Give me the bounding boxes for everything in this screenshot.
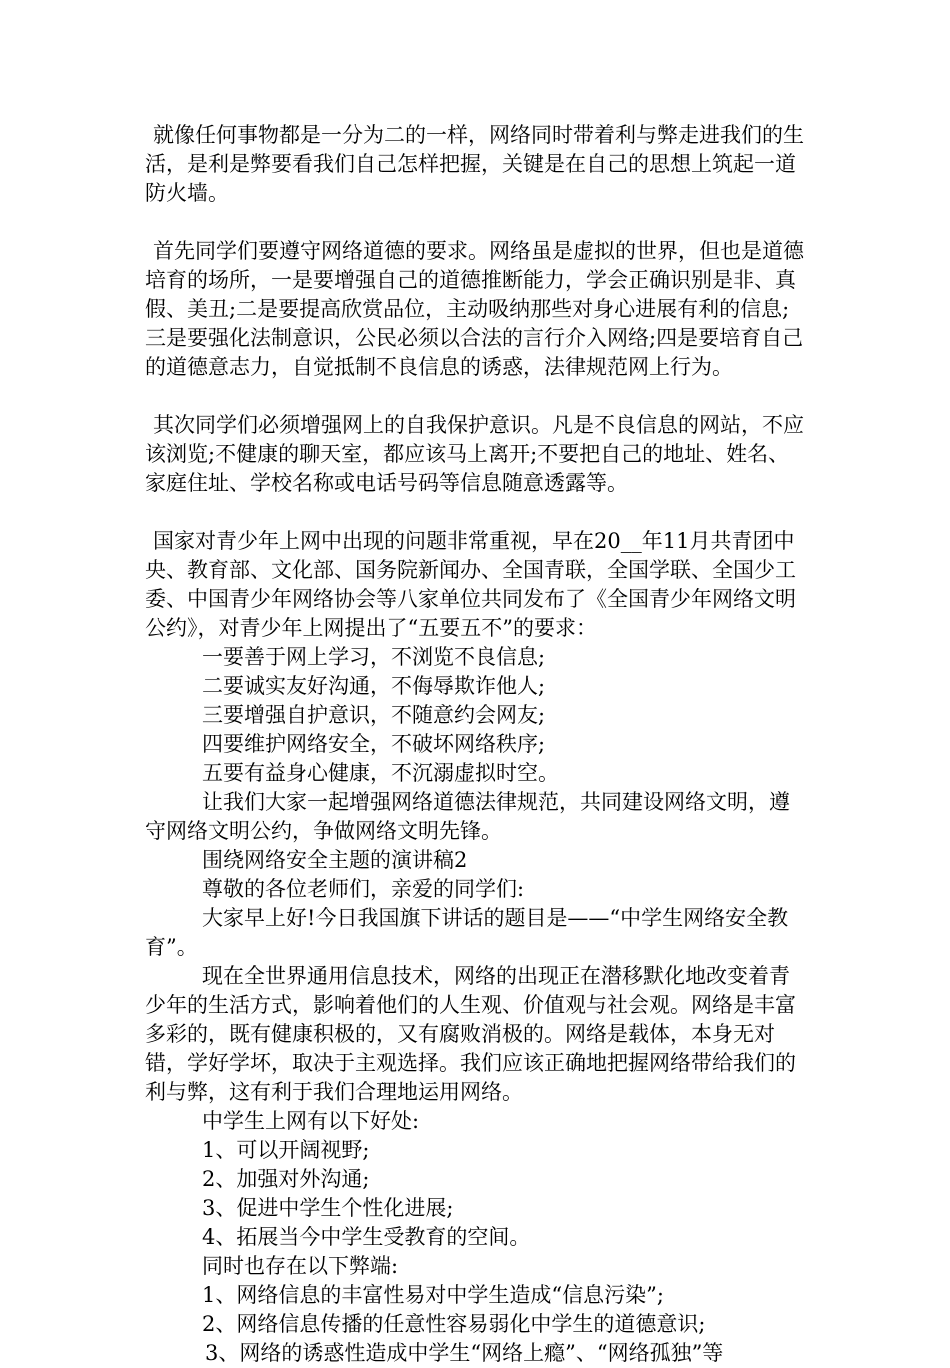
benefit-item: 2、加强对外沟通; xyxy=(202,1167,370,1191)
pledge-item: 三要增强自护意识，不随意约会网友; xyxy=(202,703,546,727)
paragraph-intro-pros-cons: 就像任何事物都是一分为二的一样，网络同时带着利与弊走进我们的生活，是利是弊要看我们自己怎样把握，关键是在自己的思想上筑起一道防火墙。 xyxy=(145,123,804,205)
benefit-item: 4、拓展当今中学生受教育的空间。 xyxy=(202,1225,531,1249)
drawback-item: 2、网络信息传播的任意性容易弱化中学生的道德意识; xyxy=(202,1312,706,1336)
paragraph-self-protection: 其次同学们必须增强网上的自我保护意识。凡是不良信息的网站，不应该浏览;不健康的聊天室，都应该马上离开;不要把自己的地址、姓名、家庭住址、学校名称或电话号码等信息随意透露等。 xyxy=(145,413,804,495)
benefits-heading: 中学生上网有以下好处: xyxy=(202,1109,420,1133)
drawback-item: 3、网络的诱惑性造成中学生“网络上瘾”、“网络孤独”等 xyxy=(205,1341,724,1365)
paragraph-opening: 大家早上好!今日我国旗下讲话的题目是——“中学生网络安全教育”。 xyxy=(145,906,789,959)
paragraph-closing: 让我们大家一起增强网络道德法律规范，共同建设网络文明，遵守网络文明公约，争做网络文明先锋。 xyxy=(145,790,790,843)
section-title: 围绕网络安全主题的演讲稿2 xyxy=(202,848,468,872)
pledge-item: 四要维护网络安全，不破坏网络秩序; xyxy=(202,732,546,756)
paragraph-intro: 现在全世界通用信息技术，网络的出现正在潜移默化地改变着青少年的生活方式，影响着他们的人生观、价值观与社会观。网络是丰富多彩的，既有健康积极的，又有腐败消极的。网络是载体，本身无对错，学好学坏，取决于主观选择。我们应该正确地把握网络带给我们的利与弊，这有利于我们合理地运用网络。 xyxy=(145,964,796,1104)
greeting: 尊敬的各位老师们，亲爱的同学们: xyxy=(202,877,525,901)
benefit-item: 3、促进中学生个性化进展; xyxy=(202,1196,454,1220)
document-body xyxy=(145,121,810,1368)
benefit-item: 1、可以开阔视野; xyxy=(202,1138,370,1162)
drawback-item: 1、网络信息的丰富性易对中学生造成“信息污染”; xyxy=(202,1283,664,1307)
paragraph-network-ethics: 首先同学们要遵守网络道德的要求。网络虽是虚拟的世界，但也是道德培育的场所，一是要增强自己的道德推断能力，学会正确识别是非、真假、美丑;二是要提高欣赏品位，主动吸纳那些对身心进展有利的信息;三是要强化法制意识，公民必须以合法的言行介入网络;四是要培育自己的道德意志力，自觉抵制不良信息的诱惑，法律规范网上行为。 xyxy=(145,239,804,379)
pledge-item: 二要诚实友好沟通，不侮辱欺诈他人; xyxy=(202,674,546,698)
paragraph-national-convention: 国家对青少年上网中出现的问题非常重视，早在20__年11月共青团中央、教育部、文化部、国务院新闻办、全国青联，全国学联、全国少工委、中国青少年网络协会等八家单位共同发布了《全国青少年网络文明公约》，对青少年上网提出了“五要五不”的要求： xyxy=(145,529,796,640)
pledge-item: 一要善于网上学习，不浏览不良信息; xyxy=(202,645,546,669)
pledge-item: 五要有益身心健康，不沉溺虚拟时空。 xyxy=(202,761,559,785)
drawbacks-heading: 同时也存在以下弊端: xyxy=(202,1254,399,1278)
